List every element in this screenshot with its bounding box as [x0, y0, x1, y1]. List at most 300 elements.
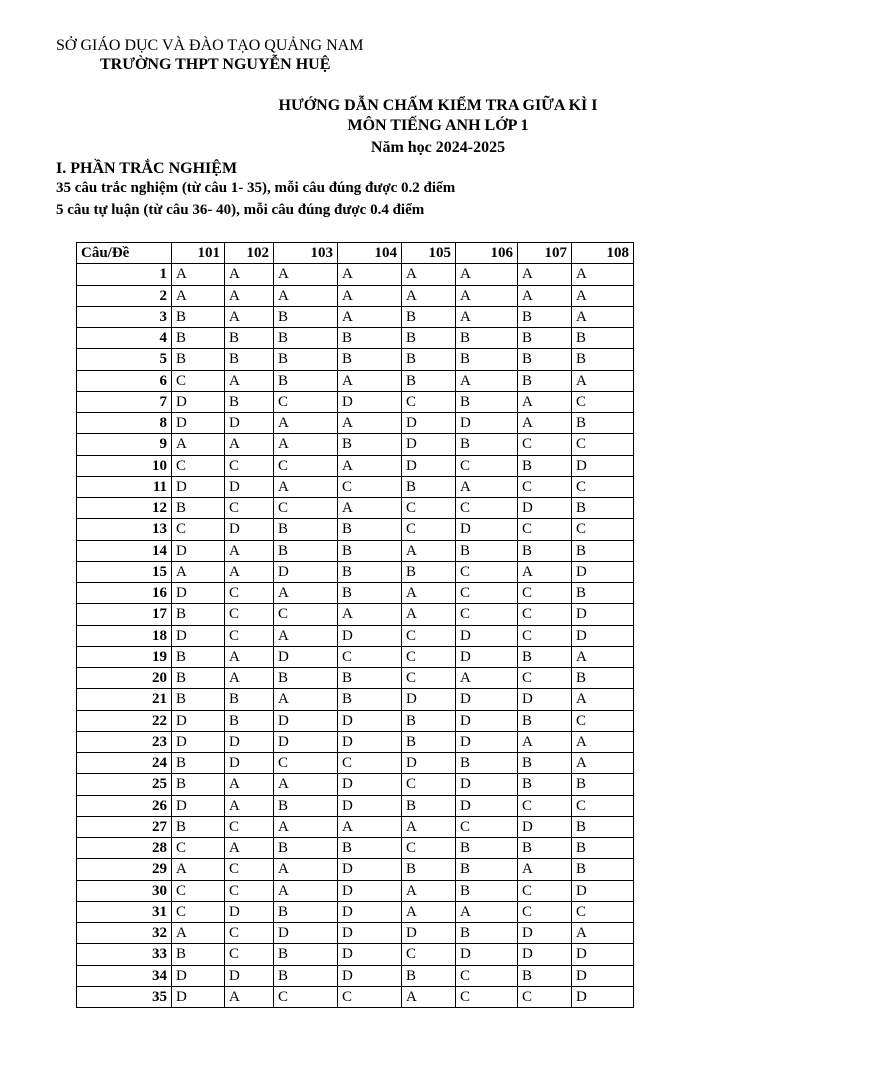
answer-cell: A: [402, 604, 456, 625]
answer-cell: A: [172, 434, 225, 455]
answer-cell: C: [518, 476, 572, 497]
answer-cell: D: [518, 923, 572, 944]
answer-cell: A: [225, 838, 274, 859]
answer-cell: A: [456, 668, 518, 689]
answer-cell: B: [456, 923, 518, 944]
answer-cell: C: [274, 498, 338, 519]
answer-cell: C: [518, 604, 572, 625]
answer-cell: D: [338, 625, 402, 646]
answer-cell: B: [172, 689, 225, 710]
answer-cell: B: [172, 306, 225, 327]
answer-cell: D: [456, 731, 518, 752]
answer-cell: A: [456, 264, 518, 285]
answer-cell: C: [572, 391, 634, 412]
header-exam-code: 104: [338, 243, 402, 264]
answer-cell: C: [518, 901, 572, 922]
answer-cell: B: [402, 731, 456, 752]
table-row: [77, 498, 634, 519]
table-row: [77, 986, 634, 1007]
answer-cell: D: [518, 816, 572, 837]
answer-cell: D: [456, 689, 518, 710]
answer-cell: C: [225, 859, 274, 880]
answer-cell: A: [338, 413, 402, 434]
answer-cell: C: [225, 498, 274, 519]
answer-cell: C: [172, 519, 225, 540]
question-number: 22: [77, 710, 172, 731]
answer-cell: D: [518, 944, 572, 965]
answer-cell: D: [456, 944, 518, 965]
question-number: 4: [77, 328, 172, 349]
answer-cell: A: [225, 668, 274, 689]
answer-cell: A: [338, 264, 402, 285]
answer-cell: B: [402, 965, 456, 986]
answer-cell: A: [338, 306, 402, 327]
answer-cell: B: [518, 349, 572, 370]
answer-cell: A: [402, 986, 456, 1007]
answer-cell: B: [338, 434, 402, 455]
answer-cell: B: [572, 838, 634, 859]
answer-cell: C: [225, 455, 274, 476]
answer-cell: A: [402, 816, 456, 837]
answer-cell: C: [402, 519, 456, 540]
answer-cell: A: [572, 689, 634, 710]
answer-cell: B: [274, 370, 338, 391]
header-exam-code: 106: [456, 243, 518, 264]
answer-cell: C: [402, 625, 456, 646]
question-number: 13: [77, 519, 172, 540]
answer-cell: C: [172, 838, 225, 859]
answer-cell: A: [518, 285, 572, 306]
answer-cell: D: [172, 795, 225, 816]
table-row: [77, 519, 634, 540]
answer-cell: D: [402, 923, 456, 944]
answer-cell: A: [402, 880, 456, 901]
answer-cell: C: [456, 583, 518, 604]
table-row: [77, 689, 634, 710]
answer-cell: B: [518, 540, 572, 561]
table-row: [77, 561, 634, 582]
answer-cell: D: [338, 901, 402, 922]
table-row: [77, 370, 634, 391]
answer-cell: C: [338, 986, 402, 1007]
table-row: [77, 646, 634, 667]
question-number: 31: [77, 901, 172, 922]
question-number: 6: [77, 370, 172, 391]
answer-cell: A: [225, 774, 274, 795]
answer-cell: D: [225, 519, 274, 540]
answer-cell: D: [456, 625, 518, 646]
answer-cell: B: [274, 328, 338, 349]
answer-cell: A: [274, 816, 338, 837]
answer-cell: B: [172, 604, 225, 625]
answer-cell: D: [456, 795, 518, 816]
header-question-exam: Câu/Đề: [77, 243, 172, 264]
table-row: [77, 625, 634, 646]
answer-cell: B: [572, 540, 634, 561]
question-number: 20: [77, 668, 172, 689]
answer-cell: B: [456, 349, 518, 370]
answer-cell: A: [456, 370, 518, 391]
answer-cell: A: [225, 986, 274, 1007]
answer-cell: D: [456, 774, 518, 795]
answer-cell: B: [572, 498, 634, 519]
table-row: [77, 455, 634, 476]
answer-cell: D: [172, 540, 225, 561]
answer-cell: B: [338, 668, 402, 689]
question-number: 5: [77, 349, 172, 370]
answer-cell: D: [572, 986, 634, 1007]
answer-cell: A: [274, 434, 338, 455]
answer-cell: D: [572, 965, 634, 986]
answer-cell: B: [338, 519, 402, 540]
answer-cell: B: [572, 668, 634, 689]
answer-cell: D: [572, 561, 634, 582]
table-row: [77, 901, 634, 922]
question-number: 32: [77, 923, 172, 944]
answer-cell: C: [456, 561, 518, 582]
answer-cell: D: [572, 604, 634, 625]
answer-cell: C: [225, 583, 274, 604]
answer-cell: B: [225, 328, 274, 349]
answer-cell: D: [338, 774, 402, 795]
question-number: 26: [77, 795, 172, 816]
question-number: 35: [77, 986, 172, 1007]
answer-cell: D: [225, 965, 274, 986]
answer-cell: A: [456, 285, 518, 306]
header-exam-code: 105: [402, 243, 456, 264]
question-number: 25: [77, 774, 172, 795]
answer-cell: C: [402, 774, 456, 795]
answer-cell: D: [456, 710, 518, 731]
answer-cell: C: [225, 604, 274, 625]
table-row: [77, 264, 634, 285]
answer-cell: A: [572, 264, 634, 285]
answer-cell: A: [172, 923, 225, 944]
answer-cell: D: [274, 731, 338, 752]
table-row: [77, 583, 634, 604]
answer-cell: C: [225, 923, 274, 944]
answer-cell: C: [402, 498, 456, 519]
question-number: 12: [77, 498, 172, 519]
answer-cell: A: [338, 604, 402, 625]
header-exam-code: 108: [572, 243, 634, 264]
question-number: 23: [77, 731, 172, 752]
question-number: 3: [77, 306, 172, 327]
answer-cell: A: [225, 434, 274, 455]
answer-cell: D: [402, 689, 456, 710]
answer-cell: A: [274, 625, 338, 646]
table-row: [77, 965, 634, 986]
answer-cell: B: [338, 583, 402, 604]
answer-cell: A: [572, 731, 634, 752]
answer-cell: D: [338, 710, 402, 731]
answer-cell: D: [338, 731, 402, 752]
answer-cell: C: [456, 986, 518, 1007]
answer-cell: D: [338, 391, 402, 412]
answer-cell: C: [456, 604, 518, 625]
question-number: 11: [77, 476, 172, 497]
answer-cell: D: [172, 625, 225, 646]
answer-cell: A: [572, 923, 634, 944]
answer-cell: A: [572, 370, 634, 391]
table-body: [77, 264, 634, 1008]
answer-cell: B: [572, 328, 634, 349]
answer-cell: C: [518, 880, 572, 901]
answer-cell: D: [172, 986, 225, 1007]
answer-cell: B: [274, 965, 338, 986]
answer-cell: D: [172, 413, 225, 434]
answer-cell: A: [518, 264, 572, 285]
school-name: TRƯỜNG THPT NGUYỄN HUỆ: [100, 56, 331, 73]
answer-cell: C: [456, 455, 518, 476]
answer-cell: B: [274, 349, 338, 370]
answer-cell: B: [172, 816, 225, 837]
answer-cell: B: [518, 753, 572, 774]
answer-cell: D: [572, 455, 634, 476]
answer-cell: B: [402, 328, 456, 349]
answer-cell: B: [338, 349, 402, 370]
answer-cell: B: [518, 328, 572, 349]
question-number: 24: [77, 753, 172, 774]
answer-cell: B: [402, 370, 456, 391]
answer-cell: B: [172, 668, 225, 689]
answer-cell: C: [274, 753, 338, 774]
header-exam-code: 107: [518, 243, 572, 264]
answer-cell: A: [172, 561, 225, 582]
answer-cell: D: [172, 391, 225, 412]
table-row: [77, 795, 634, 816]
answer-cell: C: [572, 710, 634, 731]
answer-cell: C: [402, 944, 456, 965]
answer-cell: C: [402, 838, 456, 859]
answer-cell: B: [456, 838, 518, 859]
answer-cell: B: [274, 944, 338, 965]
answer-cell: B: [456, 434, 518, 455]
answer-cell: B: [518, 646, 572, 667]
answer-cell: C: [572, 901, 634, 922]
question-number: 10: [77, 455, 172, 476]
answer-cell: B: [456, 880, 518, 901]
answer-cell: D: [274, 923, 338, 944]
answer-cell: D: [274, 710, 338, 731]
answer-cell: A: [338, 370, 402, 391]
answer-cell: B: [456, 328, 518, 349]
answer-cell: B: [225, 689, 274, 710]
answer-cell: A: [572, 753, 634, 774]
answer-cell: C: [225, 625, 274, 646]
answer-cell: C: [518, 434, 572, 455]
answer-cell: B: [338, 561, 402, 582]
answer-cell: D: [572, 625, 634, 646]
answer-cell: B: [172, 646, 225, 667]
answer-cell: A: [274, 689, 338, 710]
answer-cell: B: [456, 753, 518, 774]
answer-cell: C: [456, 965, 518, 986]
question-number: 30: [77, 880, 172, 901]
answer-cell: A: [518, 731, 572, 752]
answer-cell: D: [572, 880, 634, 901]
answer-cell: D: [225, 731, 274, 752]
table-row: [77, 328, 634, 349]
answer-cell: D: [402, 434, 456, 455]
table-row: [77, 434, 634, 455]
answer-cell: B: [402, 710, 456, 731]
answer-cell: B: [518, 306, 572, 327]
scoring-note-multiple-choice: 35 câu trắc nghiệm (từ câu 1- 35), mỗi câu đúng được 0.2 điểm: [56, 180, 456, 196]
question-number: 34: [77, 965, 172, 986]
table-row: [77, 838, 634, 859]
answer-cell: B: [274, 519, 338, 540]
table-row: [77, 923, 634, 944]
answer-cell: B: [172, 774, 225, 795]
table-row: [77, 349, 634, 370]
question-number: 27: [77, 816, 172, 837]
answer-cell: A: [338, 498, 402, 519]
answer-cell: B: [338, 838, 402, 859]
table-row: [77, 753, 634, 774]
answer-cell: C: [225, 944, 274, 965]
question-number: 17: [77, 604, 172, 625]
answer-cell: C: [518, 986, 572, 1007]
answer-cell: D: [402, 753, 456, 774]
answer-cell: A: [225, 540, 274, 561]
answer-cell: B: [572, 413, 634, 434]
answer-cell: A: [456, 306, 518, 327]
question-number: 9: [77, 434, 172, 455]
answer-cell: D: [172, 710, 225, 731]
answer-cell: D: [518, 498, 572, 519]
answer-cell: C: [402, 668, 456, 689]
table-row: [77, 668, 634, 689]
title-line-3: Năm học 2024-2025: [370, 139, 506, 156]
answer-cell: A: [338, 285, 402, 306]
answer-cell: B: [518, 774, 572, 795]
answer-cell: A: [572, 285, 634, 306]
answer-cell: B: [274, 668, 338, 689]
answer-cell: A: [172, 285, 225, 306]
answer-cell: C: [274, 986, 338, 1007]
answer-cell: A: [225, 285, 274, 306]
answer-cell: A: [225, 370, 274, 391]
question-number: 18: [77, 625, 172, 646]
answer-cell: D: [172, 476, 225, 497]
answer-cell: A: [274, 476, 338, 497]
answer-cell: D: [172, 583, 225, 604]
answer-cell: C: [274, 604, 338, 625]
answer-cell: B: [402, 349, 456, 370]
answer-cell: D: [225, 413, 274, 434]
answer-cell: C: [572, 434, 634, 455]
answer-cell: A: [402, 285, 456, 306]
answer-cell: D: [338, 795, 402, 816]
table-row: [77, 391, 634, 412]
answer-cell: D: [456, 646, 518, 667]
answer-cell: C: [518, 519, 572, 540]
answer-cell: B: [572, 816, 634, 837]
answer-cell: C: [518, 668, 572, 689]
answer-cell: A: [518, 391, 572, 412]
answer-cell: B: [518, 838, 572, 859]
answer-cell: B: [172, 349, 225, 370]
answer-cell: D: [225, 901, 274, 922]
answer-cell: B: [518, 455, 572, 476]
question-number: 19: [77, 646, 172, 667]
answer-cell: A: [402, 264, 456, 285]
answer-cell: D: [402, 413, 456, 434]
answer-cell: C: [338, 646, 402, 667]
answer-cell: A: [172, 264, 225, 285]
answer-cell: B: [225, 710, 274, 731]
department-name: SỞ GIÁO DỤC VÀ ĐÀO TẠO QUẢNG NAM: [56, 37, 364, 54]
answer-cell: C: [456, 816, 518, 837]
answer-cell: C: [274, 391, 338, 412]
answer-cell: D: [402, 455, 456, 476]
answer-cell: D: [456, 413, 518, 434]
answer-cell: B: [518, 965, 572, 986]
answer-cell: B: [274, 901, 338, 922]
answer-cell: D: [338, 880, 402, 901]
question-number: 2: [77, 285, 172, 306]
answer-cell: A: [402, 901, 456, 922]
header-exam-code: 101: [172, 243, 225, 264]
question-number: 16: [77, 583, 172, 604]
title-line-1: HƯỚNG DẪN CHẤM KIỂM TRA GIỮA KÌ I: [278, 97, 598, 114]
answer-cell: B: [172, 944, 225, 965]
answer-cell: C: [274, 455, 338, 476]
table-row: [77, 880, 634, 901]
answer-cell: B: [456, 391, 518, 412]
answer-cell: B: [338, 328, 402, 349]
answer-cell: A: [225, 561, 274, 582]
answer-cell: D: [274, 561, 338, 582]
answer-cell: B: [402, 795, 456, 816]
answer-cell: A: [274, 859, 338, 880]
answer-cell: C: [518, 795, 572, 816]
answer-cell: C: [172, 880, 225, 901]
table-row: [77, 604, 634, 625]
answer-cell: B: [518, 370, 572, 391]
answer-cell: A: [402, 540, 456, 561]
table-row: [77, 476, 634, 497]
answer-cell: C: [572, 519, 634, 540]
answer-cell: C: [402, 646, 456, 667]
answer-cell: A: [518, 561, 572, 582]
answer-cell: A: [274, 413, 338, 434]
answer-cell: A: [456, 476, 518, 497]
answer-cell: B: [572, 583, 634, 604]
scoring-note-essay: 5 câu tự luận (từ câu 36- 40), mỗi câu đúng được 0.4 điểm: [56, 202, 425, 218]
answer-cell: C: [225, 880, 274, 901]
question-number: 29: [77, 859, 172, 880]
answer-cell: A: [274, 583, 338, 604]
answer-cell: A: [402, 583, 456, 604]
question-number: 8: [77, 413, 172, 434]
answer-cell: D: [338, 965, 402, 986]
answer-cell: D: [172, 731, 225, 752]
question-number: 21: [77, 689, 172, 710]
answer-cell: B: [456, 859, 518, 880]
answer-cell: C: [172, 455, 225, 476]
section-heading: I. PHẦN TRẮC NGHIỆM: [56, 160, 238, 177]
answer-cell: B: [172, 328, 225, 349]
answer-cell: C: [402, 391, 456, 412]
answer-cell: B: [338, 689, 402, 710]
answer-cell: A: [518, 859, 572, 880]
table-row: [77, 306, 634, 327]
answer-cell: C: [172, 901, 225, 922]
answer-cell: A: [225, 306, 274, 327]
answer-cell: D: [518, 689, 572, 710]
